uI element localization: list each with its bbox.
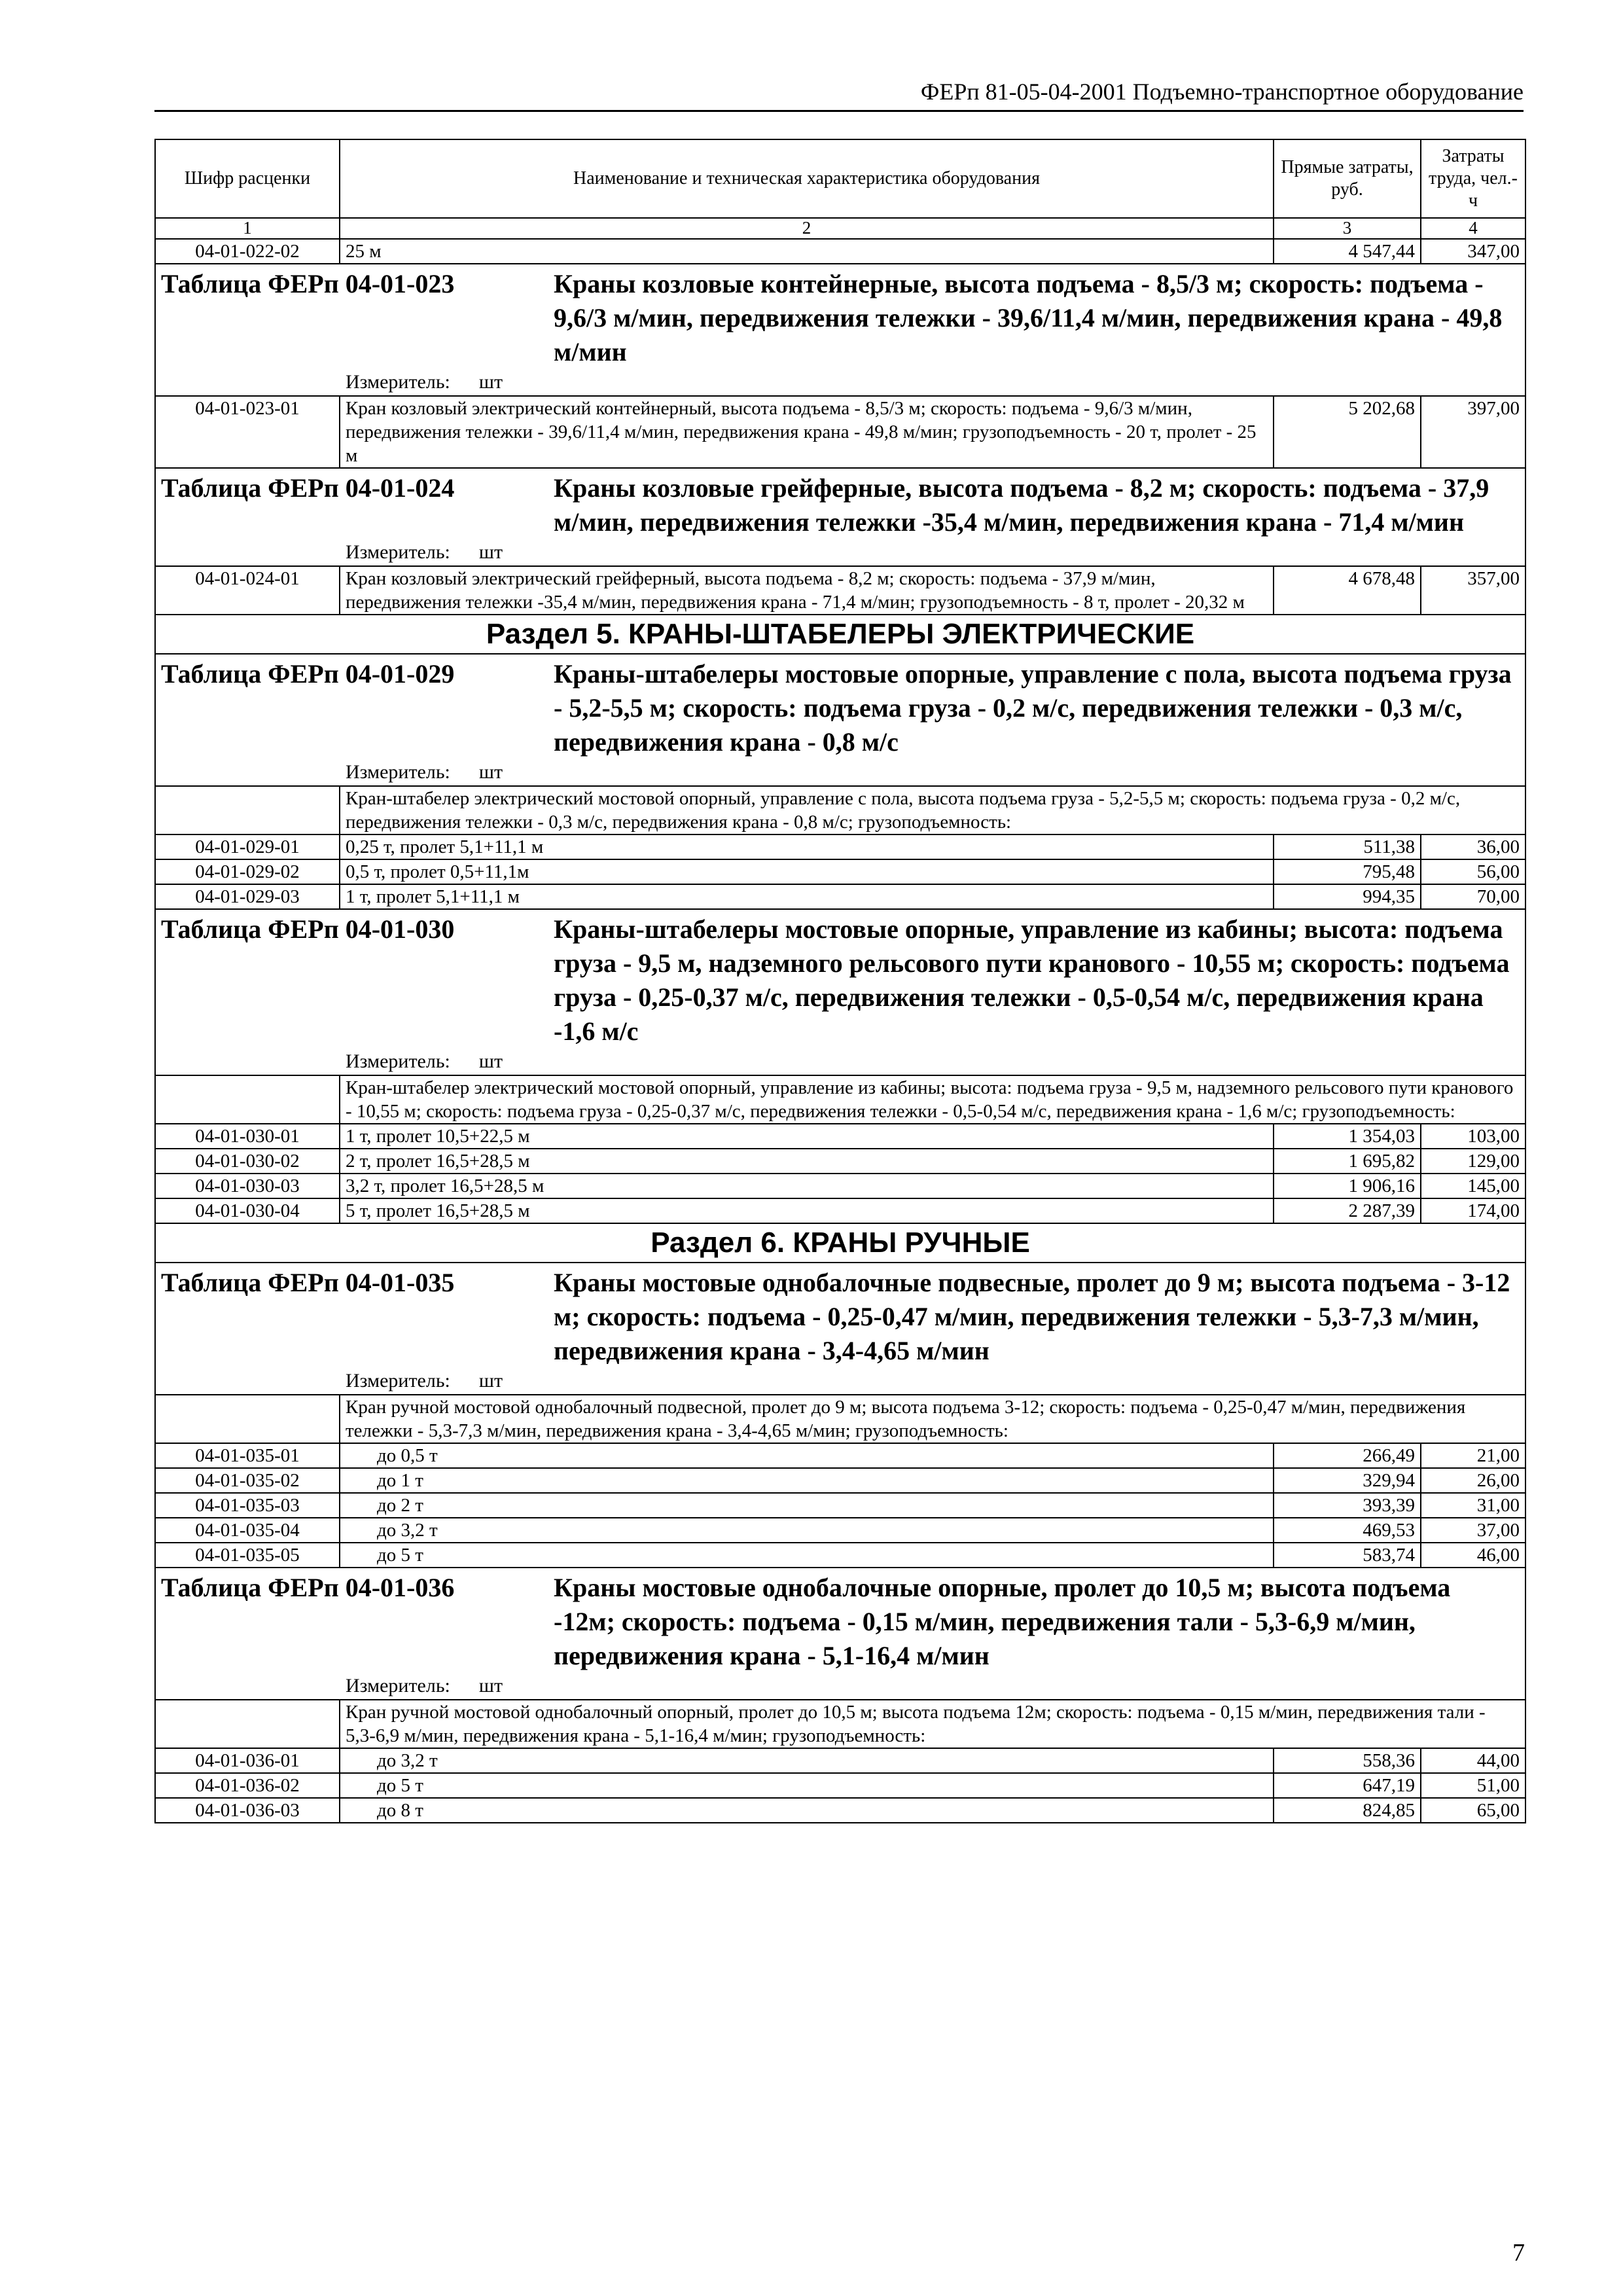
description-row — [155, 1395, 1525, 1443]
unit-value: шт — [478, 1675, 503, 1696]
row-code: 04-01-022-02 — [155, 239, 340, 264]
header-name: Наименование и техническая характеристика оборудования — [340, 139, 1274, 218]
row-labor: 46,00 — [1421, 1543, 1525, 1568]
row-code: 04-01-035-03 — [155, 1493, 340, 1518]
row-name: 25 м — [340, 239, 1274, 264]
norms-table — [154, 139, 1526, 1823]
row-code: 04-01-030-03 — [155, 1174, 340, 1198]
norm-tables — [155, 264, 1525, 1823]
row-cost: 1 695,82 — [1274, 1149, 1421, 1174]
unit-value: шт — [478, 761, 503, 783]
column-numbers-row — [155, 218, 1525, 239]
description-code-cell — [155, 1700, 340, 1748]
unit-row — [155, 1368, 1525, 1395]
page-number: 7 — [1512, 2239, 1525, 2267]
row-name: до 8 т — [340, 1798, 1274, 1823]
row-cost: 266,49 — [1274, 1443, 1421, 1468]
table-row — [155, 1773, 1525, 1798]
unit-cell — [155, 1368, 1525, 1395]
table-row — [155, 1493, 1525, 1518]
row-name: до 5 т — [340, 1543, 1274, 1568]
row-labor: 31,00 — [1421, 1493, 1525, 1518]
row-labor: 56,00 — [1421, 859, 1525, 884]
unit-label: Измеритель: — [346, 371, 450, 393]
row-cost: 329,94 — [1274, 1468, 1421, 1493]
row-name: 3,2 т, пролет 16,5+28,5 м — [340, 1174, 1274, 1198]
unit-row — [155, 759, 1525, 786]
norm-table-heading-cell — [155, 1263, 1525, 1368]
row-labor: 44,00 — [1421, 1748, 1525, 1773]
row-name: 5 т, пролет 16,5+28,5 м — [340, 1198, 1274, 1223]
table-row — [155, 1518, 1525, 1543]
norm-table-heading — [155, 654, 1525, 759]
row-code: 04-01-030-01 — [155, 1124, 340, 1149]
row-code: 04-01-029-01 — [155, 834, 340, 859]
description-row — [155, 1700, 1525, 1748]
description-text: Кран ручной мостовой однобалочный подвесной, пролет до 9 м; высота подъема 3-12; скорость: подъема - 0,25-0,47 м/мин, передвижения тележки - 5,3-7,3 м/мин, передвижения крана - 3,4-4,65 м/мин; грузоподъемность: — [340, 1395, 1525, 1443]
norm-table-label: Таблица ФЕРп 04-01-036 — [161, 1573, 455, 1602]
description-code-cell — [155, 1075, 340, 1124]
unit-label: Измеритель: — [346, 1370, 450, 1391]
table-row — [155, 859, 1525, 884]
row-name: Кран козловый электрический контейнерный, высота подъема - 8,5/3 м; скорость: подъема - 9,6/3 м/мин, передвижения тележки - 39,6/11,4 м/мин, передвижения крана - 49,8 м/мин; грузоподъемность - 20 т, пролет - 25 м — [340, 396, 1274, 468]
description-code-cell — [155, 786, 340, 834]
table-row — [155, 834, 1525, 859]
page-header — [154, 77, 1524, 112]
norm-table-title: Краны мостовые однобалочные опорные, пролет до 10,5 м; высота подъема -12м; скорость: подъема - 0,15 м/мин, передвижения тали - 5,3-6,9 м/мин, передвижения крана - 5,1-16,4 м/мин — [554, 1573, 1451, 1670]
table-row — [155, 1149, 1525, 1174]
row-labor: 397,00 — [1421, 396, 1525, 468]
unit-cell — [155, 1673, 1525, 1700]
table-row — [155, 1543, 1525, 1568]
unit-row — [155, 1049, 1525, 1075]
row-name: 0,25 т, пролет 5,1+11,1 м — [340, 834, 1274, 859]
row-cost: 393,39 — [1274, 1493, 1421, 1518]
norm-table-heading-cell — [155, 654, 1525, 759]
unit-label: Измеритель: — [346, 1675, 450, 1696]
table-header-row — [155, 139, 1525, 218]
row-name: до 3,2 т — [340, 1518, 1274, 1543]
row-labor: 129,00 — [1421, 1149, 1525, 1174]
table-row — [155, 1798, 1525, 1823]
row-cost: 1 354,03 — [1274, 1124, 1421, 1149]
row-labor: 347,00 — [1421, 239, 1525, 264]
row-code: 04-01-035-04 — [155, 1518, 340, 1543]
row-labor: 145,00 — [1421, 1174, 1525, 1198]
table-row — [155, 1198, 1525, 1223]
table-row — [155, 1468, 1525, 1493]
description-text: Кран-штабелер электрический мостовой опорный, управление с пола, высота подъема груза - 5,2-5,5 м; скорость: подъема груза - 0,2 м/с, передвижения тележки - 0,3 м/с, передвижения крана - 0,8 м/с; грузоподъемность: — [340, 786, 1525, 834]
row-labor: 174,00 — [1421, 1198, 1525, 1223]
row-labor: 37,00 — [1421, 1518, 1525, 1543]
row-cost: 5 202,68 — [1274, 396, 1421, 468]
norm-table-heading-cell — [155, 1568, 1525, 1673]
row-code: 04-01-030-02 — [155, 1149, 340, 1174]
row-labor: 357,00 — [1421, 566, 1525, 615]
unit-label: Измеритель: — [346, 541, 450, 563]
norm-table-title: Краны козловые контейнерные, высота подъема - 8,5/3 м; скорость: подъема - 9,6/3 м/мин, передвижения тележки - 39,6/11,4 м/мин, передвижения крана - 49,8 м/мин — [554, 269, 1503, 367]
table-row — [155, 566, 1525, 615]
row-cost: 647,19 — [1274, 1773, 1421, 1798]
unit-row — [155, 369, 1525, 396]
row-name: Кран козловый электрический грейферный, высота подъема - 8,2 м; скорость: подъема - 37,9 м/мин, передвижения тележки -35,4 м/мин, передвижения крана - 71,4 м/мин; грузоподъемность - 8 т, пролет - 20,32 м — [340, 566, 1274, 615]
column-number: 1 — [155, 218, 340, 239]
table-row — [155, 1124, 1525, 1149]
column-number: 3 — [1274, 218, 1421, 239]
row-labor: 65,00 — [1421, 1798, 1525, 1823]
row-name: до 0,5 т — [340, 1443, 1274, 1468]
unit-row — [155, 1673, 1525, 1700]
row-name: 1 т, пролет 5,1+11,1 м — [340, 884, 1274, 909]
description-row — [155, 1075, 1525, 1124]
row-cost: 4 547,44 — [1274, 239, 1421, 264]
norm-table-label: Таблица ФЕРп 04-01-029 — [161, 659, 455, 689]
description-text: Кран-штабелер электрический мостовой опорный, управление из кабины; высота: подъема груза - 9,5 м, надземного рельсового пути кранового - 10,55 м; скорость: подъема груза - 0,25-0,37 м/с, передвижения тележки - 0,5-0,54 м/с, передвижения крана - 1,6 м/с; грузоподъемность: — [340, 1075, 1525, 1124]
unit-label: Измеритель: — [346, 1050, 450, 1072]
row-code: 04-01-036-02 — [155, 1773, 340, 1798]
norm-table-title: Краны-штабелеры мостовые опорные, управление из кабины; высота: подъема груза - 9,5 м, надземного рельсового пути кранового - 10,55 м; скорость: подъема груза - 0,25-0,37 м/с, передвижения тележки - 0,5-0,54 м/с, передвижения крана -1,6 м/с — [554, 914, 1510, 1046]
norm-table-title: Краны козловые грейферные, высота подъема - 8,2 м; скорость: подъема - 37,9 м/мин, передвижения тележки -35,4 м/мин, передвижения крана - 71,4 м/мин — [554, 473, 1489, 537]
column-number: 2 — [340, 218, 1274, 239]
unit-row — [155, 539, 1525, 566]
row-cost: 2 287,39 — [1274, 1198, 1421, 1223]
norm-table-heading — [155, 468, 1525, 539]
table-row — [155, 1748, 1525, 1773]
norm-table-label: Таблица ФЕРп 04-01-035 — [161, 1268, 455, 1297]
row-cost: 1 906,16 — [1274, 1174, 1421, 1198]
row-code: 04-01-023-01 — [155, 396, 340, 468]
row-name: 1 т, пролет 10,5+22,5 м — [340, 1124, 1274, 1149]
row-labor: 36,00 — [1421, 834, 1525, 859]
unit-value: шт — [478, 541, 503, 563]
table-row — [155, 396, 1525, 468]
row-name: до 5 т — [340, 1773, 1274, 1798]
norm-table-heading — [155, 1568, 1525, 1673]
section-heading: Раздел 6. КРАНЫ РУЧНЫЕ — [155, 1223, 1525, 1263]
row-code: 04-01-036-01 — [155, 1748, 340, 1773]
table-row — [155, 1443, 1525, 1468]
unit-cell — [155, 369, 1525, 396]
row-name: 2 т, пролет 16,5+28,5 м — [340, 1149, 1274, 1174]
norm-table-title: Краны мостовые однобалочные подвесные, пролет до 9 м; высота подъема - 3-12 м; скорость: подъема - 0,25-0,47 м/мин, передвижения тележки - 5,3-7,3 м/мин, передвижения крана - 3,4-4,65 м/мин — [554, 1268, 1510, 1365]
row-cost: 558,36 — [1274, 1748, 1421, 1773]
row-code: 04-01-030-04 — [155, 1198, 340, 1223]
row-cost: 469,53 — [1274, 1518, 1421, 1543]
description-text: Кран ручной мостовой однобалочный опорный, пролет до 10,5 м; высота подъема 12м; скорость: подъема - 0,15 м/мин, передвижения тали - 5,3-6,9 м/мин, передвижения крана - 5,1-16,4 м/мин; грузоподъемность: — [340, 1700, 1525, 1748]
row-code: 04-01-024-01 — [155, 566, 340, 615]
row-cost: 795,48 — [1274, 859, 1421, 884]
row-cost: 4 678,48 — [1274, 566, 1421, 615]
norm-table-label: Таблица ФЕРп 04-01-023 — [161, 269, 455, 298]
row-name: 0,5 т, пролет 0,5+11,1м — [340, 859, 1274, 884]
row-name: до 3,2 т — [340, 1748, 1274, 1773]
header-labor: Затраты труда, чел.-ч — [1421, 139, 1525, 218]
document-title: ФЕРп 81-05-04-2001 Подъемно-транспортное оборудование — [920, 79, 1524, 105]
norm-table-heading — [155, 909, 1525, 1049]
row-code: 04-01-029-03 — [155, 884, 340, 909]
row-code: 04-01-035-05 — [155, 1543, 340, 1568]
row-name: до 1 т — [340, 1468, 1274, 1493]
row-labor: 70,00 — [1421, 884, 1525, 909]
column-number: 4 — [1421, 218, 1525, 239]
norm-table-label: Таблица ФЕРп 04-01-030 — [161, 914, 455, 944]
section-heading: Раздел 5. КРАНЫ-ШТАБЕЛЕРЫ ЭЛЕКТРИЧЕСКИЕ — [155, 615, 1525, 654]
row-labor: 26,00 — [1421, 1468, 1525, 1493]
row-name: до 2 т — [340, 1493, 1274, 1518]
table-row — [155, 1174, 1525, 1198]
unit-value: шт — [478, 1050, 503, 1072]
row-labor: 51,00 — [1421, 1773, 1525, 1798]
norm-table-heading-cell — [155, 468, 1525, 539]
unit-value: шт — [478, 371, 503, 393]
row-cost: 511,38 — [1274, 834, 1421, 859]
norm-table-heading-cell — [155, 909, 1525, 1049]
row-cost: 824,85 — [1274, 1798, 1421, 1823]
row-cost: 994,35 — [1274, 884, 1421, 909]
norm-table-heading — [155, 1263, 1525, 1368]
row-code: 04-01-035-02 — [155, 1468, 340, 1493]
description-row — [155, 786, 1525, 834]
table-row — [155, 884, 1525, 909]
norm-table-title: Краны-штабелеры мостовые опорные, управление с пола, высота подъема груза - 5,2-5,5 м; скорость: подъема груза - 0,2 м/с, передвижения тележки - 0,3 м/с, передвижения крана - 0,8 м/с — [554, 659, 1512, 757]
row-labor: 103,00 — [1421, 1124, 1525, 1149]
norm-table-label: Таблица ФЕРп 04-01-024 — [161, 473, 455, 503]
norm-table-heading-cell — [155, 264, 1525, 369]
description-code-cell — [155, 1395, 340, 1443]
table-row — [155, 239, 1525, 264]
row-cost: 583,74 — [1274, 1543, 1421, 1568]
section-heading-row — [155, 1223, 1525, 1263]
row-code: 04-01-029-02 — [155, 859, 340, 884]
unit-cell — [155, 759, 1525, 786]
unit-cell — [155, 539, 1525, 566]
row-code: 04-01-035-01 — [155, 1443, 340, 1468]
unit-cell — [155, 1049, 1525, 1075]
header-code: Шифр расценки — [155, 139, 340, 218]
norm-table-heading — [155, 264, 1525, 369]
unit-label: Измеритель: — [346, 761, 450, 783]
unit-value: шт — [478, 1370, 503, 1391]
header-cost: Прямые затраты, руб. — [1274, 139, 1421, 218]
section-heading-row — [155, 615, 1525, 654]
row-code: 04-01-036-03 — [155, 1798, 340, 1823]
row-labor: 21,00 — [1421, 1443, 1525, 1468]
